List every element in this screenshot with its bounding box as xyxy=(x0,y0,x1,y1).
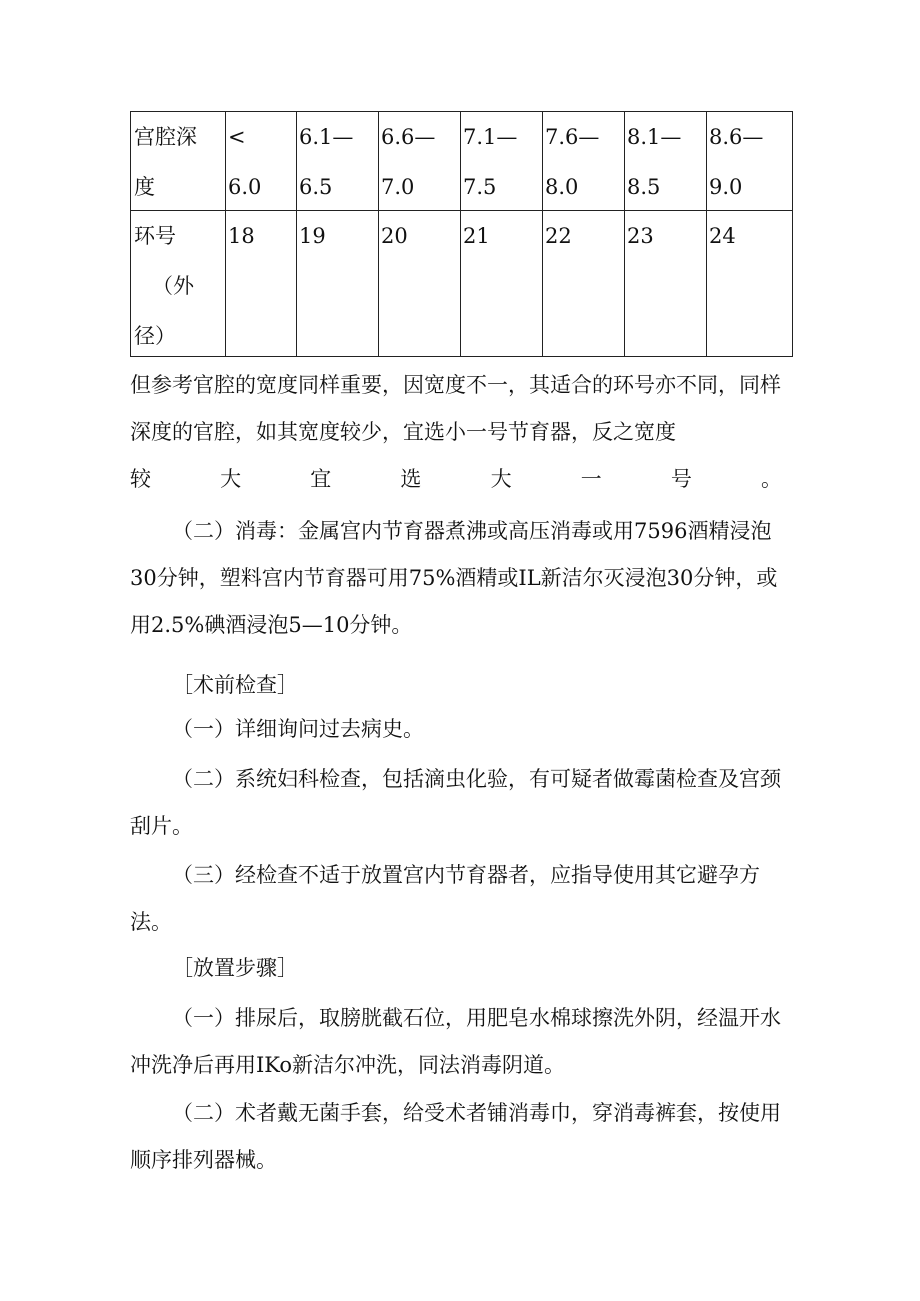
depth-cell: 8.6— 9.0 xyxy=(707,112,793,211)
depth-row xyxy=(131,112,793,211)
ring-cell: 24 xyxy=(707,211,793,357)
depth-cell: 7.1— 7.5 xyxy=(461,112,543,211)
ring-cell: 19 xyxy=(297,211,379,357)
preop-item-2: （二）系统妇科检查，包括滴虫化验，有可疑者做霉菌检查及宫颈刮片。 xyxy=(130,767,781,838)
step-item-1: （一）排尿后，取膀胱截石位，用肥皂水棉球擦洗外阴，经温开水冲洗净后再用IKo新洁尔冲洗，同法消毒阴道。 xyxy=(130,1006,781,1077)
depth-cell: 7.6— 8.0 xyxy=(543,112,625,211)
ring-cell: 18 xyxy=(226,211,297,357)
preop-item-3: （三）经检查不适于放置宫内节育器者，应指导使用其它避孕方法。 xyxy=(130,863,760,934)
width-note-paragraph: 但参考官腔的宽度同样重要，因宽度不一，其适合的环号亦不同，同样深度的官腔，如其宽度较少，宜选小一号节育器，反之宽度 xyxy=(130,373,781,444)
depth-header-cell: 宫腔深 度 xyxy=(131,112,226,211)
ring-header-cell: 环号 （外 径） xyxy=(131,211,226,357)
ring-cell: 21 xyxy=(461,211,543,357)
depth-cell: 6.6— 7.0 xyxy=(379,112,461,211)
disinfection-paragraph: （二）消毒：金属宫内节育器煮沸或高压消毒或用7596酒精浸泡30分钟，塑料宫内节育器可用75%酒精或IL新洁尔灭浸泡30分钟，或用2.5%碘酒浸泡5—10分钟。 xyxy=(130,519,778,637)
step-item-2: （二）术者戴无菌手套，给受术者铺消毒巾，穿消毒裤套，按使用顺序排列器械。 xyxy=(130,1101,781,1172)
ring-row xyxy=(131,211,793,357)
preop-section-title: ［术前检查］ xyxy=(172,673,298,697)
depth-cell: 8.1— 8.5 xyxy=(625,112,707,211)
ring-cell: 22 xyxy=(543,211,625,357)
depth-cell: < 6.0 xyxy=(226,112,297,211)
depth-cell: 6.1— 6.5 xyxy=(297,112,379,211)
steps-section-title: ［放置步骤］ xyxy=(172,956,298,980)
ring-size-table xyxy=(130,111,793,357)
ring-cell: 23 xyxy=(625,211,707,357)
width-note-last-line: 较 大 宜 选 大 一 号 。 xyxy=(130,467,782,491)
ring-cell: 20 xyxy=(379,211,461,357)
preop-item-1: （一）详细询问过去病史。 xyxy=(172,717,424,741)
